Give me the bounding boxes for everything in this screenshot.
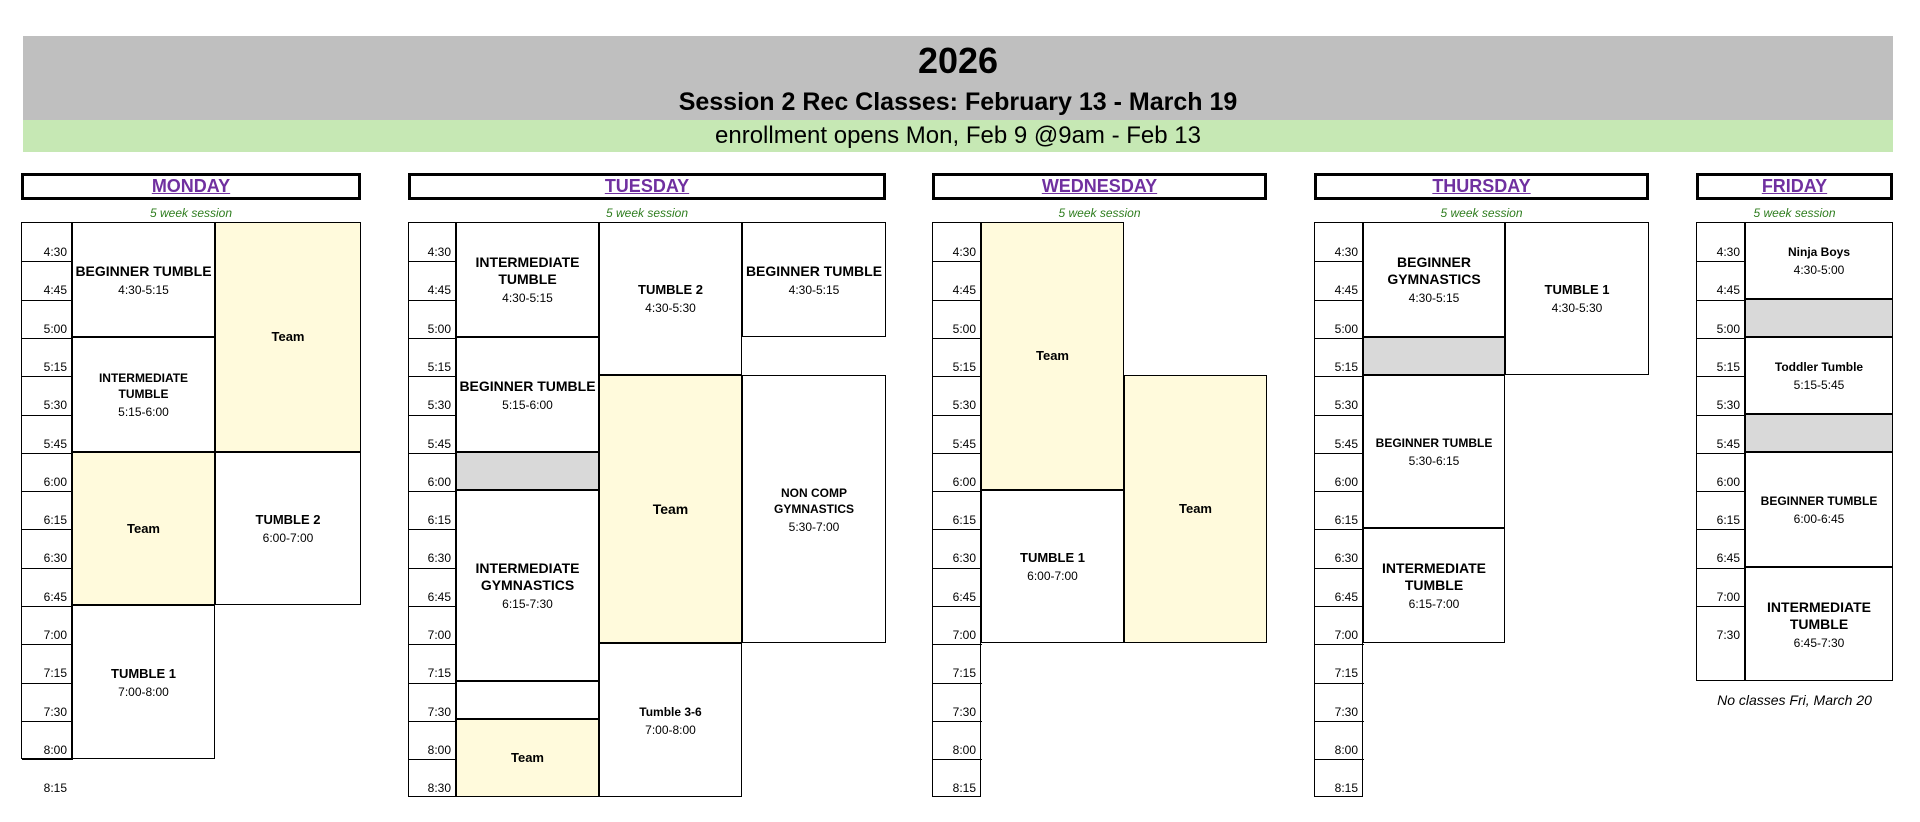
class-time: 4:30-5:15 — [502, 291, 553, 305]
time-label: 6:15 — [952, 513, 976, 528]
time-row-divider — [1697, 261, 1746, 262]
blocked-slot — [1363, 337, 1505, 375]
class-name: BEGINNER GYMNASTICS — [1387, 254, 1481, 287]
class-block — [742, 222, 886, 337]
time-label: 8:00 — [1334, 742, 1358, 757]
blocked-slot — [1745, 414, 1893, 452]
time-row-divider — [933, 683, 982, 684]
time-row-divider — [1315, 606, 1364, 607]
time-row-divider — [22, 300, 73, 301]
time-row-divider — [409, 568, 457, 569]
time-label: 6:30 — [43, 551, 67, 566]
time-label: 6:15 — [43, 513, 67, 528]
time-row-divider — [22, 644, 73, 645]
friday-footnote: No classes Fri, March 20 — [1717, 692, 1872, 708]
time-column — [1696, 222, 1745, 681]
class-name: TUMBLE 1 — [1544, 282, 1610, 297]
time-label: 6:45 — [1334, 589, 1358, 604]
time-row-divider — [409, 491, 457, 492]
time-row-divider — [1697, 376, 1746, 377]
class-name: Team — [127, 520, 160, 536]
class-block — [72, 605, 215, 759]
time-label: 6:00 — [43, 474, 67, 489]
time-row-divider — [933, 491, 982, 492]
class-block — [742, 375, 886, 643]
class-name: NON COMP GYMNASTICS — [773, 485, 854, 516]
time-row-divider — [933, 721, 982, 722]
time-label: 7:15 — [427, 666, 451, 681]
time-row-divider — [22, 415, 73, 416]
time-label: 6:00 — [1334, 474, 1358, 489]
time-label: 7:30 — [1334, 704, 1358, 719]
time-row-divider — [933, 759, 982, 760]
time-row-divider — [1315, 721, 1364, 722]
class-block — [1745, 222, 1893, 299]
time-label: 5:30 — [427, 398, 451, 413]
time-label: 5:00 — [427, 321, 451, 336]
time-column — [408, 222, 456, 797]
time-label: 7:00 — [427, 628, 451, 642]
class-block — [599, 375, 742, 643]
class-time: 6:00-7:00 — [262, 531, 314, 545]
time-label: 8:15 — [43, 781, 67, 796]
class-name: TUMBLE 1 — [1020, 550, 1085, 565]
time-row-divider — [1315, 529, 1364, 530]
day-title: MONDAY — [21, 173, 361, 200]
time-row-divider — [409, 415, 457, 416]
class-block — [1363, 222, 1505, 337]
class-name: Toddler Tumble — [1774, 360, 1864, 374]
class-time: 6:45-7:30 — [1793, 635, 1845, 650]
time-label: 8:15 — [952, 781, 976, 796]
class-name: TUMBLE 2 — [255, 512, 321, 527]
day-title: TUESDAY — [408, 173, 886, 200]
time-row-divider — [933, 606, 982, 607]
class-time: 6:15-7:30 — [502, 597, 553, 611]
time-label: 4:45 — [952, 283, 976, 298]
class-time: 6:15-7:00 — [1408, 597, 1460, 611]
time-label: 4:45 — [43, 283, 67, 298]
class-block — [215, 222, 361, 452]
time-row-divider — [1315, 338, 1364, 339]
time-row-divider — [409, 529, 457, 530]
class-name: INTERMEDIATE TUMBLE — [1767, 598, 1871, 632]
class-time: 5:15-6:00 — [502, 397, 553, 412]
time-row-divider — [933, 261, 982, 262]
time-label: 5:30 — [1716, 398, 1740, 413]
time-label: 7:00 — [952, 628, 976, 642]
class-block — [72, 337, 215, 452]
time-label: 5:15 — [427, 359, 451, 374]
class-name: INTERMEDIATE TUMBLE — [1382, 560, 1486, 593]
session-note: 5 week session — [1440, 206, 1523, 220]
time-row-divider — [1315, 644, 1364, 645]
class-block — [456, 222, 599, 337]
time-row-divider — [22, 759, 73, 760]
class-name: Team — [1036, 348, 1069, 363]
time-label: 5:45 — [952, 436, 976, 451]
session-title: Session 2 Rec Classes: February 13 - March 19 — [678, 88, 1238, 116]
time-row-divider — [409, 453, 457, 454]
session-note: 5 week session — [1058, 206, 1141, 220]
class-time: 5:15-6:00 — [118, 405, 169, 419]
time-label: 4:30 — [1334, 245, 1358, 259]
time-column — [1314, 222, 1363, 797]
time-row-divider — [22, 529, 73, 530]
time-label: 5:45 — [43, 436, 67, 451]
time-row-divider — [933, 376, 982, 377]
time-label: 5:00 — [43, 321, 67, 336]
class-name: Team — [652, 500, 689, 517]
blocked-slot — [1745, 299, 1893, 337]
time-label: 7:00 — [1716, 589, 1740, 604]
time-label: 4:30 — [1716, 245, 1740, 259]
time-label: 5:15 — [1334, 359, 1358, 374]
enrollment-banner — [23, 120, 1893, 152]
year-title: 2026 — [917, 40, 999, 81]
time-row-divider — [1315, 261, 1364, 262]
time-row-divider — [1315, 491, 1364, 492]
time-row-divider — [1697, 606, 1746, 607]
time-label: 7:00 — [43, 628, 67, 642]
time-row-divider — [1697, 491, 1746, 492]
time-label: 7:30 — [427, 704, 451, 719]
time-row-divider — [409, 759, 457, 760]
class-name: INTERMEDIATE GYMNASTICS — [475, 560, 580, 593]
time-row-divider — [933, 644, 982, 645]
class-block — [1505, 222, 1649, 375]
time-label: 7:00 — [1334, 628, 1358, 642]
empty-slot — [456, 681, 599, 719]
time-row-divider — [1697, 300, 1746, 301]
time-label: 8:00 — [427, 742, 451, 757]
time-row-divider — [1697, 453, 1746, 454]
time-label: 6:45 — [43, 589, 67, 604]
session-note: 5 week session — [605, 206, 689, 220]
time-label: 7:15 — [43, 666, 67, 681]
class-name: INTERMEDIATE TUMBLE — [98, 371, 189, 401]
time-column — [21, 222, 72, 796]
class-block — [1745, 567, 1893, 681]
time-label: 5:00 — [1716, 321, 1740, 336]
class-name: INTERMEDIATE TUMBLE — [475, 254, 580, 287]
time-row-divider — [1315, 300, 1364, 301]
time-column — [932, 222, 981, 797]
session-note: 5 week session — [149, 206, 233, 220]
time-row-divider — [22, 491, 73, 492]
time-row-divider — [1697, 338, 1746, 339]
time-row-divider — [22, 261, 73, 262]
time-label: 5:45 — [427, 436, 451, 451]
time-label: 5:45 — [1334, 436, 1358, 451]
time-label: 5:45 — [1716, 436, 1740, 451]
time-row-divider — [22, 338, 73, 339]
class-name: TUMBLE 1 — [111, 665, 176, 681]
time-row-divider — [1315, 683, 1364, 684]
class-block — [456, 490, 599, 681]
time-row-divider — [1315, 415, 1364, 416]
time-label: 8:00 — [43, 742, 67, 757]
time-label: 6:00 — [427, 474, 451, 489]
time-label: 4:30 — [952, 245, 976, 259]
class-time: 5:15-5:45 — [1793, 378, 1845, 392]
time-label: 6:15 — [1716, 513, 1740, 528]
time-label: 7:30 — [1716, 628, 1740, 642]
time-row-divider — [933, 415, 982, 416]
time-row-divider — [22, 568, 73, 569]
title-banner — [23, 36, 1893, 120]
time-label: 6:00 — [952, 474, 976, 489]
time-label: 6:00 — [1716, 474, 1740, 489]
day-title: WEDNESDAY — [932, 173, 1267, 200]
class-name: BEGINNER TUMBLE — [745, 262, 883, 279]
class-block — [1363, 528, 1505, 643]
time-row-divider — [409, 683, 457, 684]
class-name: TUMBLE 2 — [638, 282, 703, 297]
class-time: 6:00-7:00 — [1027, 569, 1078, 583]
time-row-divider — [933, 338, 982, 339]
time-label: 8:00 — [952, 742, 976, 757]
class-name: Team — [271, 329, 305, 344]
time-label: 4:45 — [1334, 283, 1358, 298]
class-time: 5:30-6:15 — [1408, 454, 1460, 468]
class-time: 4:30-5:15 — [118, 282, 169, 297]
time-label: 6:45 — [427, 589, 451, 604]
time-label: 5:15 — [952, 359, 976, 374]
class-block — [981, 222, 1124, 490]
time-row-divider — [1315, 759, 1364, 760]
time-row-divider — [933, 300, 982, 301]
time-label: 6:30 — [1334, 551, 1358, 566]
time-label: 5:15 — [1716, 359, 1740, 374]
time-row-divider — [933, 529, 982, 530]
time-row-divider — [1697, 568, 1746, 569]
time-label: 5:15 — [43, 359, 67, 374]
time-label: 5:30 — [1334, 398, 1358, 413]
class-time: 5:30-7:00 — [788, 519, 840, 534]
class-time: 6:00-6:45 — [1793, 512, 1845, 526]
class-block — [599, 643, 742, 797]
class-name: BEGINNER TUMBLE — [1760, 494, 1878, 508]
time-row-divider — [22, 721, 73, 722]
class-name: BEGINNER TUMBLE — [75, 262, 212, 279]
time-label: 4:30 — [427, 245, 451, 259]
time-row-divider — [409, 376, 457, 377]
time-row-divider — [1697, 415, 1746, 416]
time-row-divider — [409, 606, 457, 607]
session-note: 5 week session — [1753, 206, 1836, 220]
time-label: 4:45 — [427, 283, 451, 298]
time-label: 5:30 — [43, 398, 67, 413]
time-label: 6:30 — [427, 551, 451, 566]
time-label: 6:15 — [427, 513, 451, 528]
time-row-divider — [933, 568, 982, 569]
class-block — [456, 337, 599, 452]
time-row-divider — [409, 300, 457, 301]
class-block — [1363, 375, 1505, 528]
time-label: 7:15 — [952, 666, 976, 681]
class-block — [1745, 452, 1893, 567]
time-label: 7:15 — [1334, 666, 1358, 681]
class-name: Tumble 3-6 — [639, 704, 702, 719]
enrollment-text: enrollment opens Mon, Feb 9 @9am - Feb 13 — [715, 122, 1201, 149]
class-time: 4:30-5:00 — [1793, 263, 1845, 277]
class-block — [599, 222, 742, 375]
time-label: 5:00 — [952, 321, 976, 336]
time-row-divider — [1315, 376, 1364, 377]
class-time: 7:00-8:00 — [645, 722, 696, 737]
class-time: 4:30-5:30 — [1551, 301, 1603, 315]
class-name: Ninja Boys — [1787, 245, 1850, 259]
class-block — [1745, 337, 1893, 414]
time-label: 8:30 — [427, 781, 451, 796]
time-row-divider — [22, 376, 73, 377]
time-row-divider — [22, 606, 73, 607]
time-label: 8:15 — [1334, 781, 1358, 796]
time-row-divider — [409, 261, 457, 262]
class-time: 4:30-5:15 — [1408, 291, 1460, 305]
time-row-divider — [409, 721, 457, 722]
time-row-divider — [1315, 453, 1364, 454]
time-row-divider — [1315, 568, 1364, 569]
time-label: 6:15 — [1334, 513, 1358, 528]
day-title: FRIDAY — [1696, 173, 1893, 200]
class-block — [215, 452, 361, 605]
class-name: Team — [1179, 501, 1212, 516]
time-row-divider — [1697, 529, 1746, 530]
class-block — [72, 222, 215, 337]
time-row-divider — [22, 453, 73, 454]
class-name: BEGINNER TUMBLE — [459, 377, 596, 394]
time-label: 4:45 — [1716, 283, 1740, 298]
class-block — [981, 490, 1124, 643]
time-label: 6:45 — [952, 589, 976, 604]
class-block — [1124, 375, 1267, 643]
time-label: 6:45 — [1716, 551, 1740, 566]
class-time: 7:00-8:00 — [118, 684, 169, 699]
class-block — [456, 719, 599, 797]
time-row-divider — [22, 683, 73, 684]
class-time: 4:30-5:15 — [788, 282, 840, 297]
time-label: 4:30 — [43, 245, 67, 259]
time-row-divider — [409, 644, 457, 645]
blocked-slot — [456, 452, 599, 490]
class-block — [72, 452, 215, 605]
class-time: 4:30-5:30 — [645, 301, 696, 315]
time-row-divider — [409, 338, 457, 339]
class-name: Team — [511, 750, 544, 765]
time-label: 7:30 — [43, 704, 67, 719]
time-row-divider — [933, 453, 982, 454]
time-label: 5:30 — [952, 398, 976, 413]
time-label: 5:00 — [1334, 321, 1358, 336]
time-label: 7:30 — [952, 704, 976, 719]
day-title: THURSDAY — [1314, 173, 1649, 200]
class-name: BEGINNER TUMBLE — [1375, 436, 1493, 450]
time-label: 6:30 — [952, 551, 976, 566]
